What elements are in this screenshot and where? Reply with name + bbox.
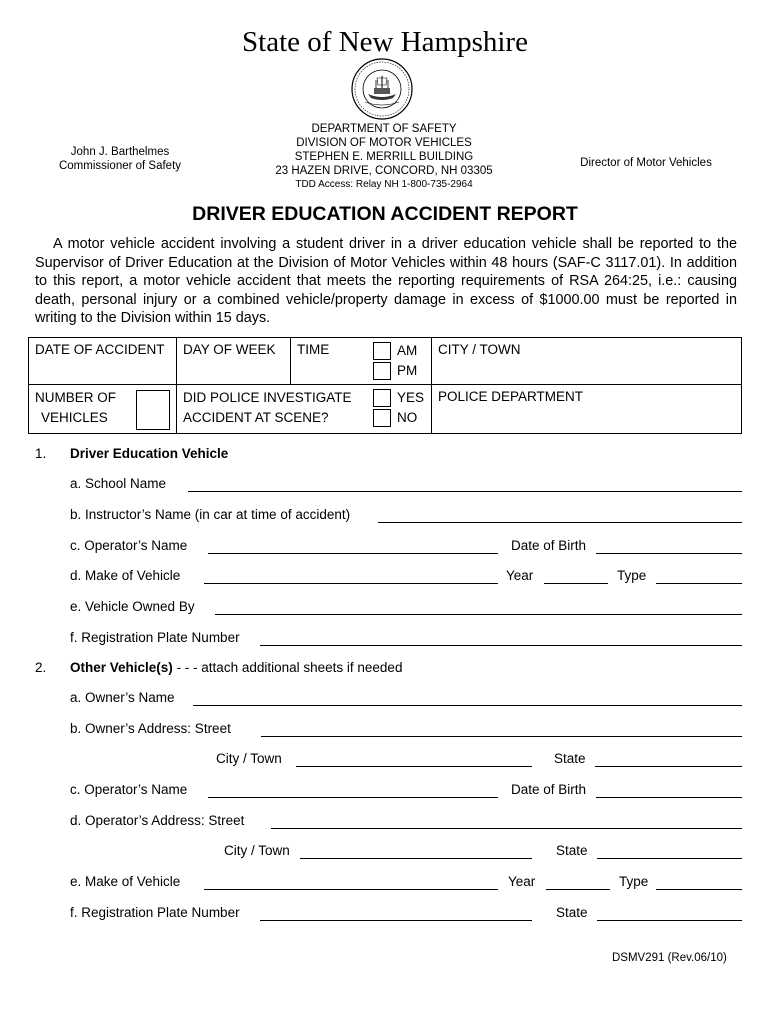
date-of-accident-cell[interactable] (29, 338, 177, 385)
other-year-field[interactable] (546, 889, 610, 890)
report-title: DRIVER EDUCATION ACCIDENT REPORT (192, 203, 578, 225)
time-label: TIME (297, 342, 330, 357)
yes-no-cell (371, 385, 432, 434)
police-question-line1: DID POLICE INVESTIGATE (183, 390, 352, 405)
registration-plate-field[interactable] (260, 645, 742, 646)
other-operator-dob-field[interactable] (596, 797, 742, 798)
operator-dob-label: Date of Birth (511, 538, 587, 553)
section2-title: Other Vehicle(s) (70, 660, 173, 675)
pm-label: PM (397, 363, 418, 378)
commissioner-block (40, 145, 200, 173)
city-town-cell[interactable] (432, 338, 742, 385)
owner-city-label: City / Town (216, 751, 282, 766)
instructor-name-label: b. Instructor’s Name (in car at time of accident) (70, 507, 351, 522)
dept-line: DEPARTMENT OF SAFETY (311, 123, 457, 135)
dept-line: STEPHEN E. MERRILL BUILDING (294, 151, 474, 163)
owner-city-field[interactable] (296, 766, 532, 767)
operator-city-label: City / Town (224, 843, 290, 858)
other-plate-state-field[interactable] (597, 920, 742, 921)
type-label: Type (617, 568, 647, 583)
make-of-vehicle-label: d. Make of Vehicle (70, 568, 181, 583)
other-plate-label: f. Registration Plate Number (70, 905, 240, 920)
police-question-cell (177, 385, 372, 434)
date-of-accident-label: DATE OF ACCIDENT (35, 342, 165, 357)
commissioner-name: John J. Barthelmes (70, 146, 170, 158)
owner-street-label: b. Owner’s Address: Street (70, 721, 231, 736)
other-operator-name-label: c. Operator’s Name (70, 782, 188, 797)
am-checkbox[interactable] (373, 342, 391, 360)
year-field[interactable] (544, 583, 608, 584)
other-plate-field[interactable] (260, 920, 532, 921)
type-field[interactable] (656, 583, 742, 584)
time-cell[interactable] (291, 338, 372, 385)
pm-checkbox[interactable] (373, 362, 391, 380)
other-make-field[interactable] (204, 889, 498, 890)
am-pm-cell (371, 338, 432, 385)
owner-name-field[interactable] (193, 705, 742, 706)
state-title: State of New Hampshire (242, 26, 528, 58)
day-of-week-label: DAY OF WEEK (183, 342, 276, 357)
other-plate-state-label: State (556, 905, 588, 920)
operator-city-field[interactable] (300, 858, 532, 859)
police-question-line2: ACCIDENT AT SCENE? (183, 410, 329, 425)
police-department-label: POLICE DEPARTMENT (438, 389, 584, 404)
section2-note: - - - attach additional sheets if needed (176, 660, 403, 675)
other-make-label: e. Make of Vehicle (70, 874, 181, 889)
year-label: Year (506, 568, 534, 583)
section2-heading (70, 660, 402, 675)
yes-checkbox[interactable] (373, 389, 391, 407)
yes-label: YES (397, 390, 425, 405)
dept-line: 23 HAZEN DRIVE, CONCORD, NH 03305 (275, 165, 493, 177)
section1-title: Driver Education Vehicle (70, 446, 229, 461)
department-block (250, 122, 518, 192)
tdd-line: TDD Access: Relay NH 1-800-735-2964 (295, 179, 473, 190)
other-type-field[interactable] (656, 889, 742, 890)
school-name-label: a. School Name (70, 476, 167, 491)
other-operator-dob-label: Date of Birth (511, 782, 587, 797)
commissioner-title: Commissioner of Safety (58, 160, 182, 172)
registration-plate-label: f. Registration Plate Number (70, 630, 240, 645)
number-of-label: NUMBER OF (35, 390, 116, 405)
other-year-label: Year (508, 874, 536, 889)
operator-state-field[interactable] (597, 858, 742, 859)
no-label: NO (397, 410, 418, 425)
operator-dob-field[interactable] (596, 553, 742, 554)
accident-info-grid (28, 337, 742, 434)
number-of-vehicles-cell (29, 385, 177, 434)
director-title: Director of Motor Vehicles (580, 157, 712, 169)
operator-street-label: d. Operator’s Address: Street (70, 813, 245, 828)
school-name-field[interactable] (188, 491, 742, 492)
vehicle-owned-by-label: e. Vehicle Owned By (70, 599, 195, 614)
day-of-week-cell[interactable] (177, 338, 291, 385)
operator-street-field[interactable] (271, 828, 742, 829)
intro-text: A motor vehicle accident involving a student driver in a driver education vehicle shall be reported to the Supervisor of Driver Education at the Division of Motor Vehicles within 48 hours (SAF-C 3117.01). In addition to this report, a motor vehicle accident that meets the reporting requirements of RSA 264:25, i.e.: causing death, personal injury or a combined vehicle/property damage in excess of $1000.00 must be reported in writing to the Division within 15 days. (35, 236, 737, 326)
police-department-cell[interactable] (432, 385, 742, 434)
section2-number: 2. (35, 660, 47, 675)
city-town-label: CITY / TOWN (438, 342, 521, 357)
am-label: AM (397, 343, 418, 358)
owner-name-label: a. Owner’s Name (70, 690, 175, 705)
number-of-vehicles-box[interactable] (136, 390, 170, 430)
no-checkbox[interactable] (373, 409, 391, 427)
form-number: DSMV291 (Rev.06/10) (612, 952, 727, 964)
owner-street-field[interactable] (261, 736, 742, 737)
instructor-name-field[interactable] (378, 522, 742, 523)
owner-state-field[interactable] (595, 766, 742, 767)
operator-name-field[interactable] (208, 553, 498, 554)
vehicles-label: VEHICLES (41, 410, 108, 425)
dept-line: DIVISION OF MOTOR VEHICLES (296, 137, 472, 149)
section1-number: 1. (35, 446, 47, 461)
other-type-label: Type (619, 874, 649, 889)
operator-state-label: State (556, 843, 588, 858)
make-of-vehicle-field[interactable] (204, 583, 498, 584)
owner-state-label: State (554, 751, 586, 766)
other-operator-name-field[interactable] (208, 797, 498, 798)
operator-name-label: c. Operator’s Name (70, 538, 188, 553)
intro-paragraph (35, 235, 737, 328)
state-seal-icon (351, 58, 413, 120)
vehicle-owned-by-field[interactable] (215, 614, 742, 615)
